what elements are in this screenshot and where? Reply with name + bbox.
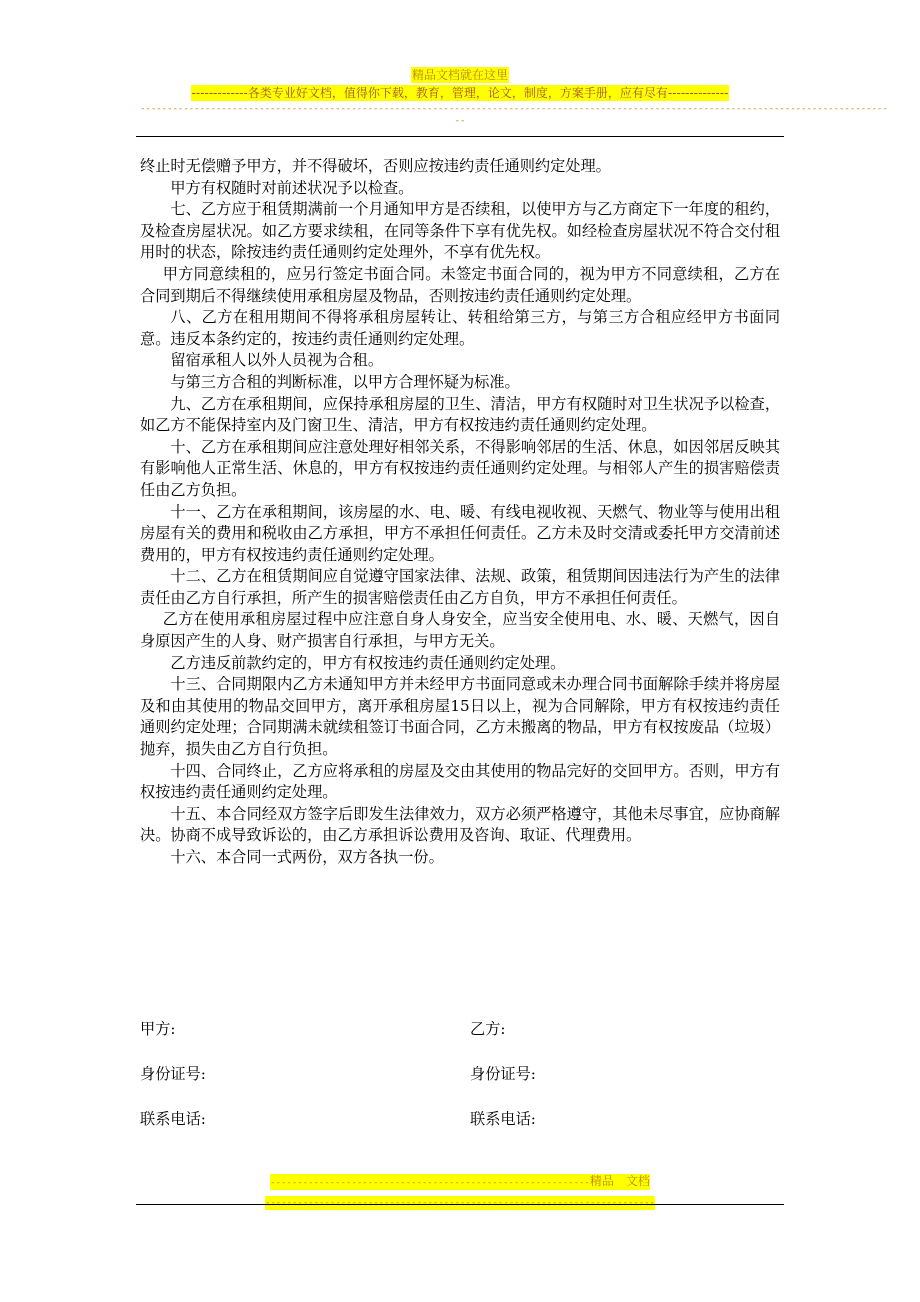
- party-a-id-label: 身份证号:: [140, 1065, 206, 1083]
- party-a-label: 甲方:: [140, 1020, 176, 1038]
- footer-brand: 精品 文档: [589, 1174, 650, 1188]
- party-b-label: 乙方:: [470, 1020, 506, 1038]
- paragraph: 十三、合同期限内乙方未通知甲方并未经甲方书面同意或未办理合同书面解除手续并将房屋及和由其使用的物品交回甲方，离开承租房屋15日以上，视为合同解除，甲方有权按违约责任通则约定处理；合同期满未就续租签订书面合同，乙方未搬离的物品，甲方有权按废品（垃圾）抛弃，损失由乙方自行负担。: [140, 675, 780, 759]
- party-b-phone-label: 联系电话:: [470, 1110, 536, 1128]
- paragraph: 乙方在使用承租房屋过程中应注意自身人身安全，应当安全使用电、水、暖、天燃气，因自身原因产生的人身、财产损害自行承担，与甲方无关。: [140, 610, 780, 651]
- paragraph: 与第三方合租的判断标准，以甲方合理怀疑为标准。: [170, 372, 520, 391]
- paragraph: 留宿承租人以外人员视为合租。: [170, 351, 384, 370]
- header-dash-tail: --: [454, 116, 466, 126]
- header-title: 精品文档就在这里: [411, 68, 508, 82]
- page-header: [0, 64, 920, 127]
- paragraph: 甲方有权随时对前述状况予以检查。: [170, 178, 414, 197]
- paragraph: 十四、合同终止，乙方应将承租的房屋及交由其使用的物品完好的交回甲方。否则，甲方有权按违约责任通则约定处理。: [140, 761, 780, 802]
- paragraph: 甲方同意续租的，应另行签定书面合同。未签定书面合同的，视为甲方不同意续租，乙方在合同到期后不得继续使用承租房屋及物品，否则按违约责任通则约定处理。: [140, 264, 780, 305]
- contract-body: [140, 156, 780, 869]
- paragraph: 十一、乙方在承租期间，该房屋的水、电、暖、有线电视收视、天燃气、物业等与使用出租房屋有关的费用和税收由乙方承担，甲方不承担任何责任。乙方未及时交清或委托甲方交清前述费用的，甲方有权按违约责任通则约定处理。: [140, 502, 780, 564]
- paragraph: 十二、乙方在租赁期间应自觉遵守国家法律、法规、政策，租赁期间因违法行为产生的法律责任由乙方自行承担，所产生的损害赔偿责任由乙方自负，甲方不承担任何责任。: [140, 567, 780, 607]
- paragraph: 七、乙方应于租赁期满前一个月通知甲方是否续租，以使甲方与乙方商定下一年度的租约，及检查房屋状况。如乙方要求续租，在同等条件下享有优先权。如经检查房屋状况不符合交付租用时的状态，除按违约责任通则约定处理外，不享有优先权。: [140, 200, 780, 262]
- footer-divider: [136, 1204, 784, 1205]
- paragraph: 十六、本合同一式两份，双方各执一份。: [170, 848, 444, 866]
- footer-dashes: -----------------------------------------------------------: [270, 1178, 590, 1188]
- header-divider: [136, 136, 784, 137]
- paragraph: 乙方违反前款约定的，甲方有权按违约责任通则约定处理。: [170, 653, 566, 672]
- footer-line-1: [270, 1174, 650, 1190]
- paragraph: 十、乙方在承租期间应注意处理好相邻关系，不得影响邻居的生活、休息，如因邻居反映其有影响他人正常生活、休息的，甲方有权按违约责任通则约定处理。与相邻人产生的损害赔偿责任由乙方负担。: [140, 437, 780, 499]
- signature-block: [140, 1018, 780, 1153]
- footer-line-2: ------------------------------------------------------------------------: [264, 1198, 656, 1208]
- paragraph: 终止时无偿赠予甲方，并不得破坏，否则应按违约责任通则约定处理。: [140, 157, 611, 175]
- paragraph: 十五、本合同经双方签字后即发生法律效力，双方必须严格遵守，其他未尽事宜，应协商解决。协商不成导致诉讼的，由乙方承担诉讼费用及咨询、取证、代理费用。: [140, 804, 780, 845]
- party-b-id-label: 身份证号:: [470, 1065, 536, 1083]
- header-subtitle: -------------各类专业好文档，值得你下载，教育，管理，论文，制度，方案手册，应有尽有--------------: [191, 86, 729, 100]
- header-dash-line: ------------------------------------------------------------------------------------------------------------------------------------------: [140, 104, 888, 114]
- paragraph: 九、乙方在承租期间，应保持承租房屋的卫生、清洁，甲方有权随时对卫生状况予以检查，如乙方不能保持室内及门窗卫生、清洁，甲方有权按违约责任通则约定处理。: [140, 394, 780, 435]
- paragraph: 八、乙方在租用期间不得将承租房屋转让、转租给第三方，与第三方合租应经甲方书面同意。违反本条约定的，按违约责任通则约定处理。: [140, 308, 780, 348]
- party-a-phone-label: 联系电话:: [140, 1110, 206, 1128]
